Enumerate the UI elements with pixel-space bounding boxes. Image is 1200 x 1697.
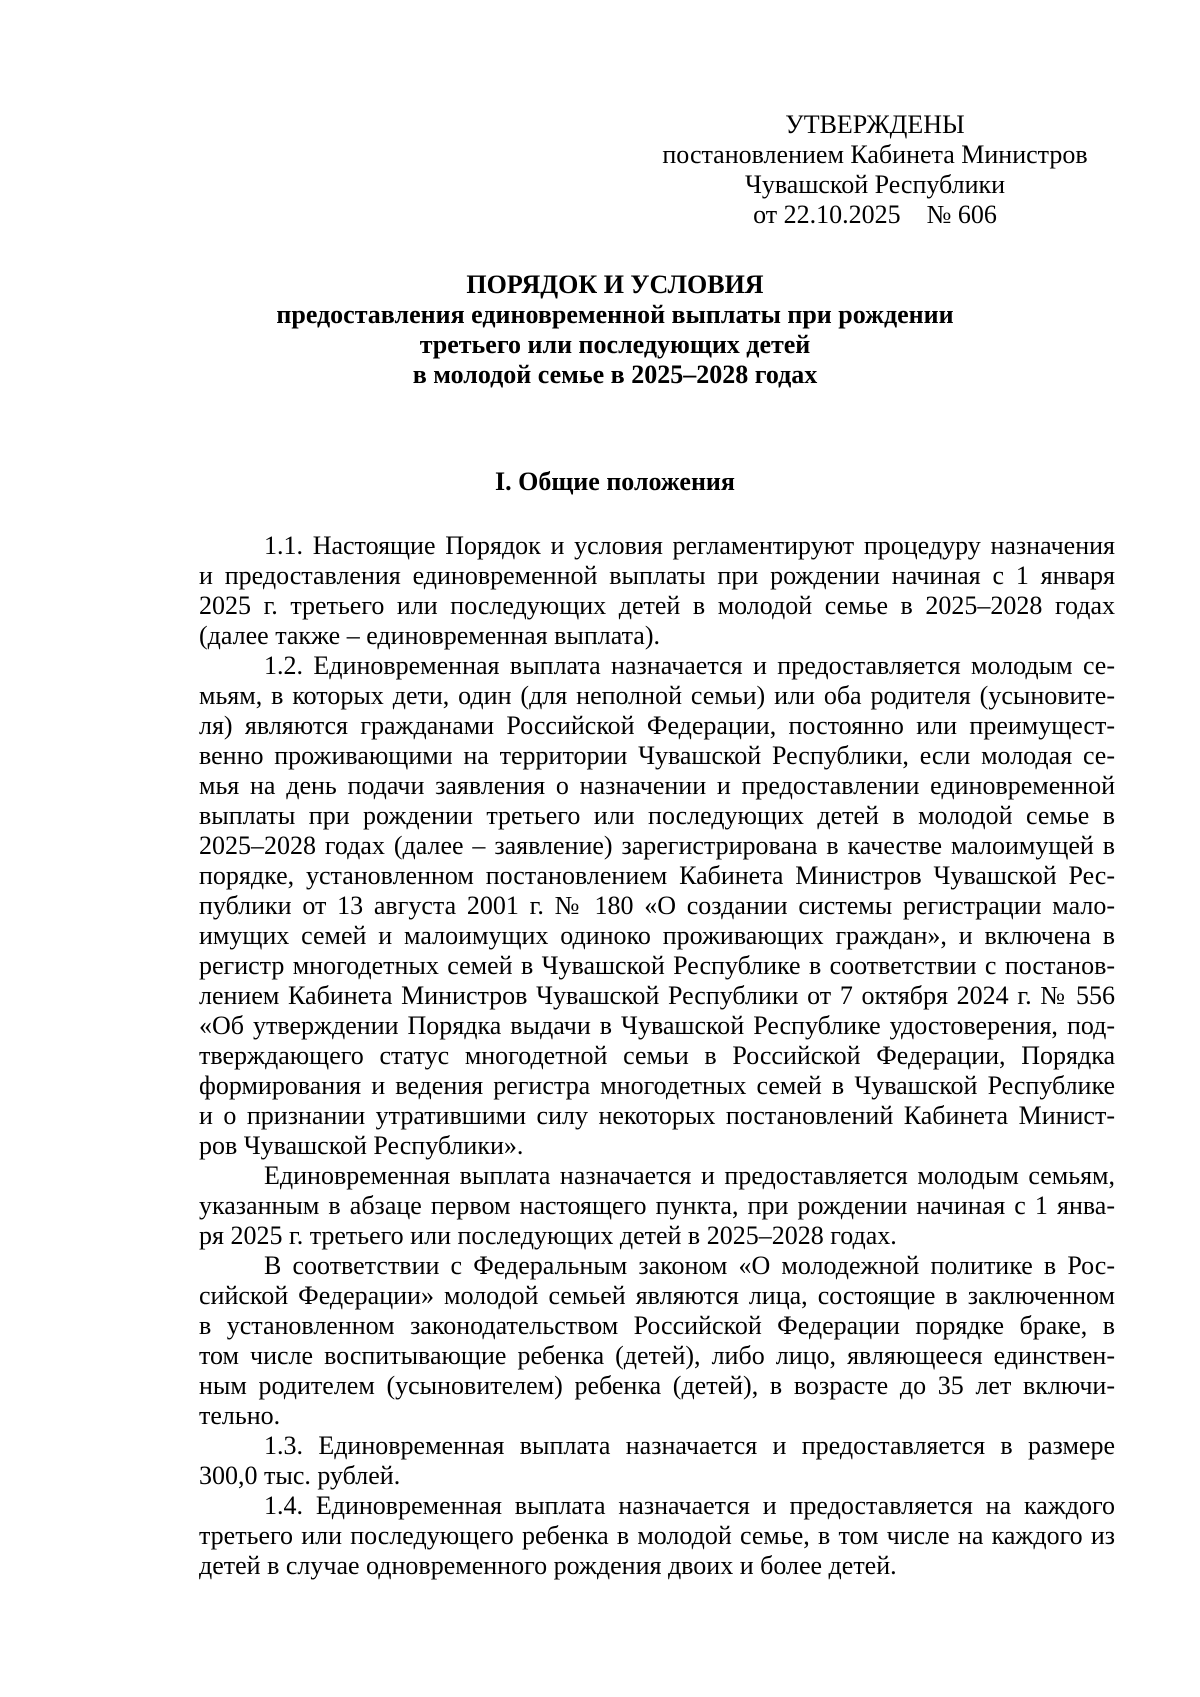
text-line: 2025 г. третьего или последующих детей в молодой семье в 2025–2028 годах [199, 591, 1115, 620]
paragraph [199, 1491, 1115, 1581]
title-line: предоставления единовременной выплаты при рождении [276, 300, 954, 329]
text-line: детей в случае одновременного рождения двоих и более детей. [199, 1551, 897, 1580]
text-line: и предоставления единовременной выплаты при рождении начиная с 1 января [199, 561, 1115, 590]
title-line: ПОРЯДОК И УСЛОВИЯ [466, 270, 764, 299]
paragraph [199, 531, 1115, 651]
text-line: «Об утверждении Порядка выдачи в Чувашской Республике удостоверения, под- [199, 1011, 1115, 1040]
text-line: ля) являются гражданами Российской Федерации, постоянно или преимущест- [199, 711, 1115, 740]
approval-date-number: от 22.10.2025 № 606 [753, 200, 997, 229]
text-line: 2025–2028 годах (далее – заявление) зарегистрирована в качестве малоимущей в [199, 831, 1115, 860]
title-line: третьего или последующих детей [419, 330, 811, 359]
text-line: тверждающего статус многодетной семьи в Российской Федерации, Порядка [199, 1041, 1115, 1070]
approval-republic: Чувашской Республики [744, 170, 1006, 199]
text-line: ря 2025 г. третьего или последующих детей в 2025–2028 годах. [199, 1221, 897, 1250]
text-line: и о признании утратившими силу некоторых постановлений Кабинета Минист- [199, 1101, 1115, 1130]
approval-authority: постановлением Кабинета Министров [662, 140, 1088, 169]
text-line: публики от 13 августа 2001 г. № 180 «О создании системы регистрации мало- [199, 891, 1115, 920]
text-line: регистр многодетных семей в Чувашской Республике в соответствии с постанов- [199, 951, 1115, 980]
text-line: ров Чувашской Республики». [199, 1131, 524, 1160]
text-line: 1.1. Настоящие Порядок и условия регламентируют процедуру назначения [264, 531, 1115, 560]
text-line: 1.4. Единовременная выплата назначается и предоставляется на каждого [264, 1491, 1115, 1520]
text-line: в установленном законодательством Российской Федерации порядке браке, в [199, 1311, 1115, 1340]
text-line: 1.2. Единовременная выплата назначается и предоставляется молодым се- [264, 651, 1115, 680]
text-line: венно проживающими на территории Чувашской Республики, если молодая се- [199, 741, 1115, 770]
text-line: 300,0 тыс. рублей. [199, 1461, 401, 1490]
text-line: выплаты при рождении третьего или последующих детей в молодой семье в [199, 801, 1115, 830]
text-line: мья на день подачи заявления о назначении и предоставлении единовременной [199, 771, 1115, 800]
section-heading: I. Общие положения [495, 467, 735, 496]
text-line: мьям, в которых дети, один (для неполной семьи) или оба родителя (усыновите- [199, 681, 1115, 710]
text-line: тельно. [199, 1401, 281, 1430]
paragraph [199, 1161, 1115, 1251]
text-line: том числе воспитывающие ребенка (детей), либо лицо, являющееся единствен- [199, 1341, 1115, 1370]
text-line: формирования и ведения регистра многодетных семей в Чувашской Республике [199, 1071, 1115, 1100]
text-line: Единовременная выплата назначается и предоставляется молодым семьям, [264, 1161, 1115, 1190]
paragraph [199, 1251, 1115, 1431]
title-line: в молодой семье в 2025–2028 годах [412, 360, 818, 389]
approval-stamp [640, 110, 1110, 230]
text-line: указанным в абзаце первом настоящего пункта, при рождении начиная с 1 янва- [199, 1191, 1115, 1220]
text-line: порядке, установленном постановлением Кабинета Министров Чувашской Рес- [199, 861, 1115, 890]
document-title [180, 270, 1050, 390]
text-line: В соответствии с Федеральным законом «О молодежной политике в Рос- [264, 1251, 1115, 1280]
text-line: имущих семей и малоимущих одиноко проживающих граждан», и включена в [199, 921, 1115, 950]
text-line: 1.3. Единовременная выплата назначается и предоставляется в размере [264, 1431, 1115, 1460]
paragraph [199, 1431, 1115, 1491]
text-line: (далее также – единовременная выплата). [199, 621, 660, 650]
text-line: лением Кабинета Министров Чувашской Республики от 7 октября 2024 г. № 556 [199, 981, 1115, 1010]
text-line: ным родителем (усыновителем) ребенка (детей), в возрасте до 35 лет включи- [199, 1371, 1115, 1400]
text-line: третьего или последующего ребенка в молодой семье, в том числе на каждого из [199, 1521, 1115, 1550]
text-line: сийской Федерации» молодой семьей являются лица, состоящие в заключенном [199, 1281, 1115, 1310]
paragraph [199, 651, 1115, 1161]
document-body [199, 531, 1115, 1581]
approval-label: УТВЕРЖДЕНЫ [785, 110, 965, 139]
